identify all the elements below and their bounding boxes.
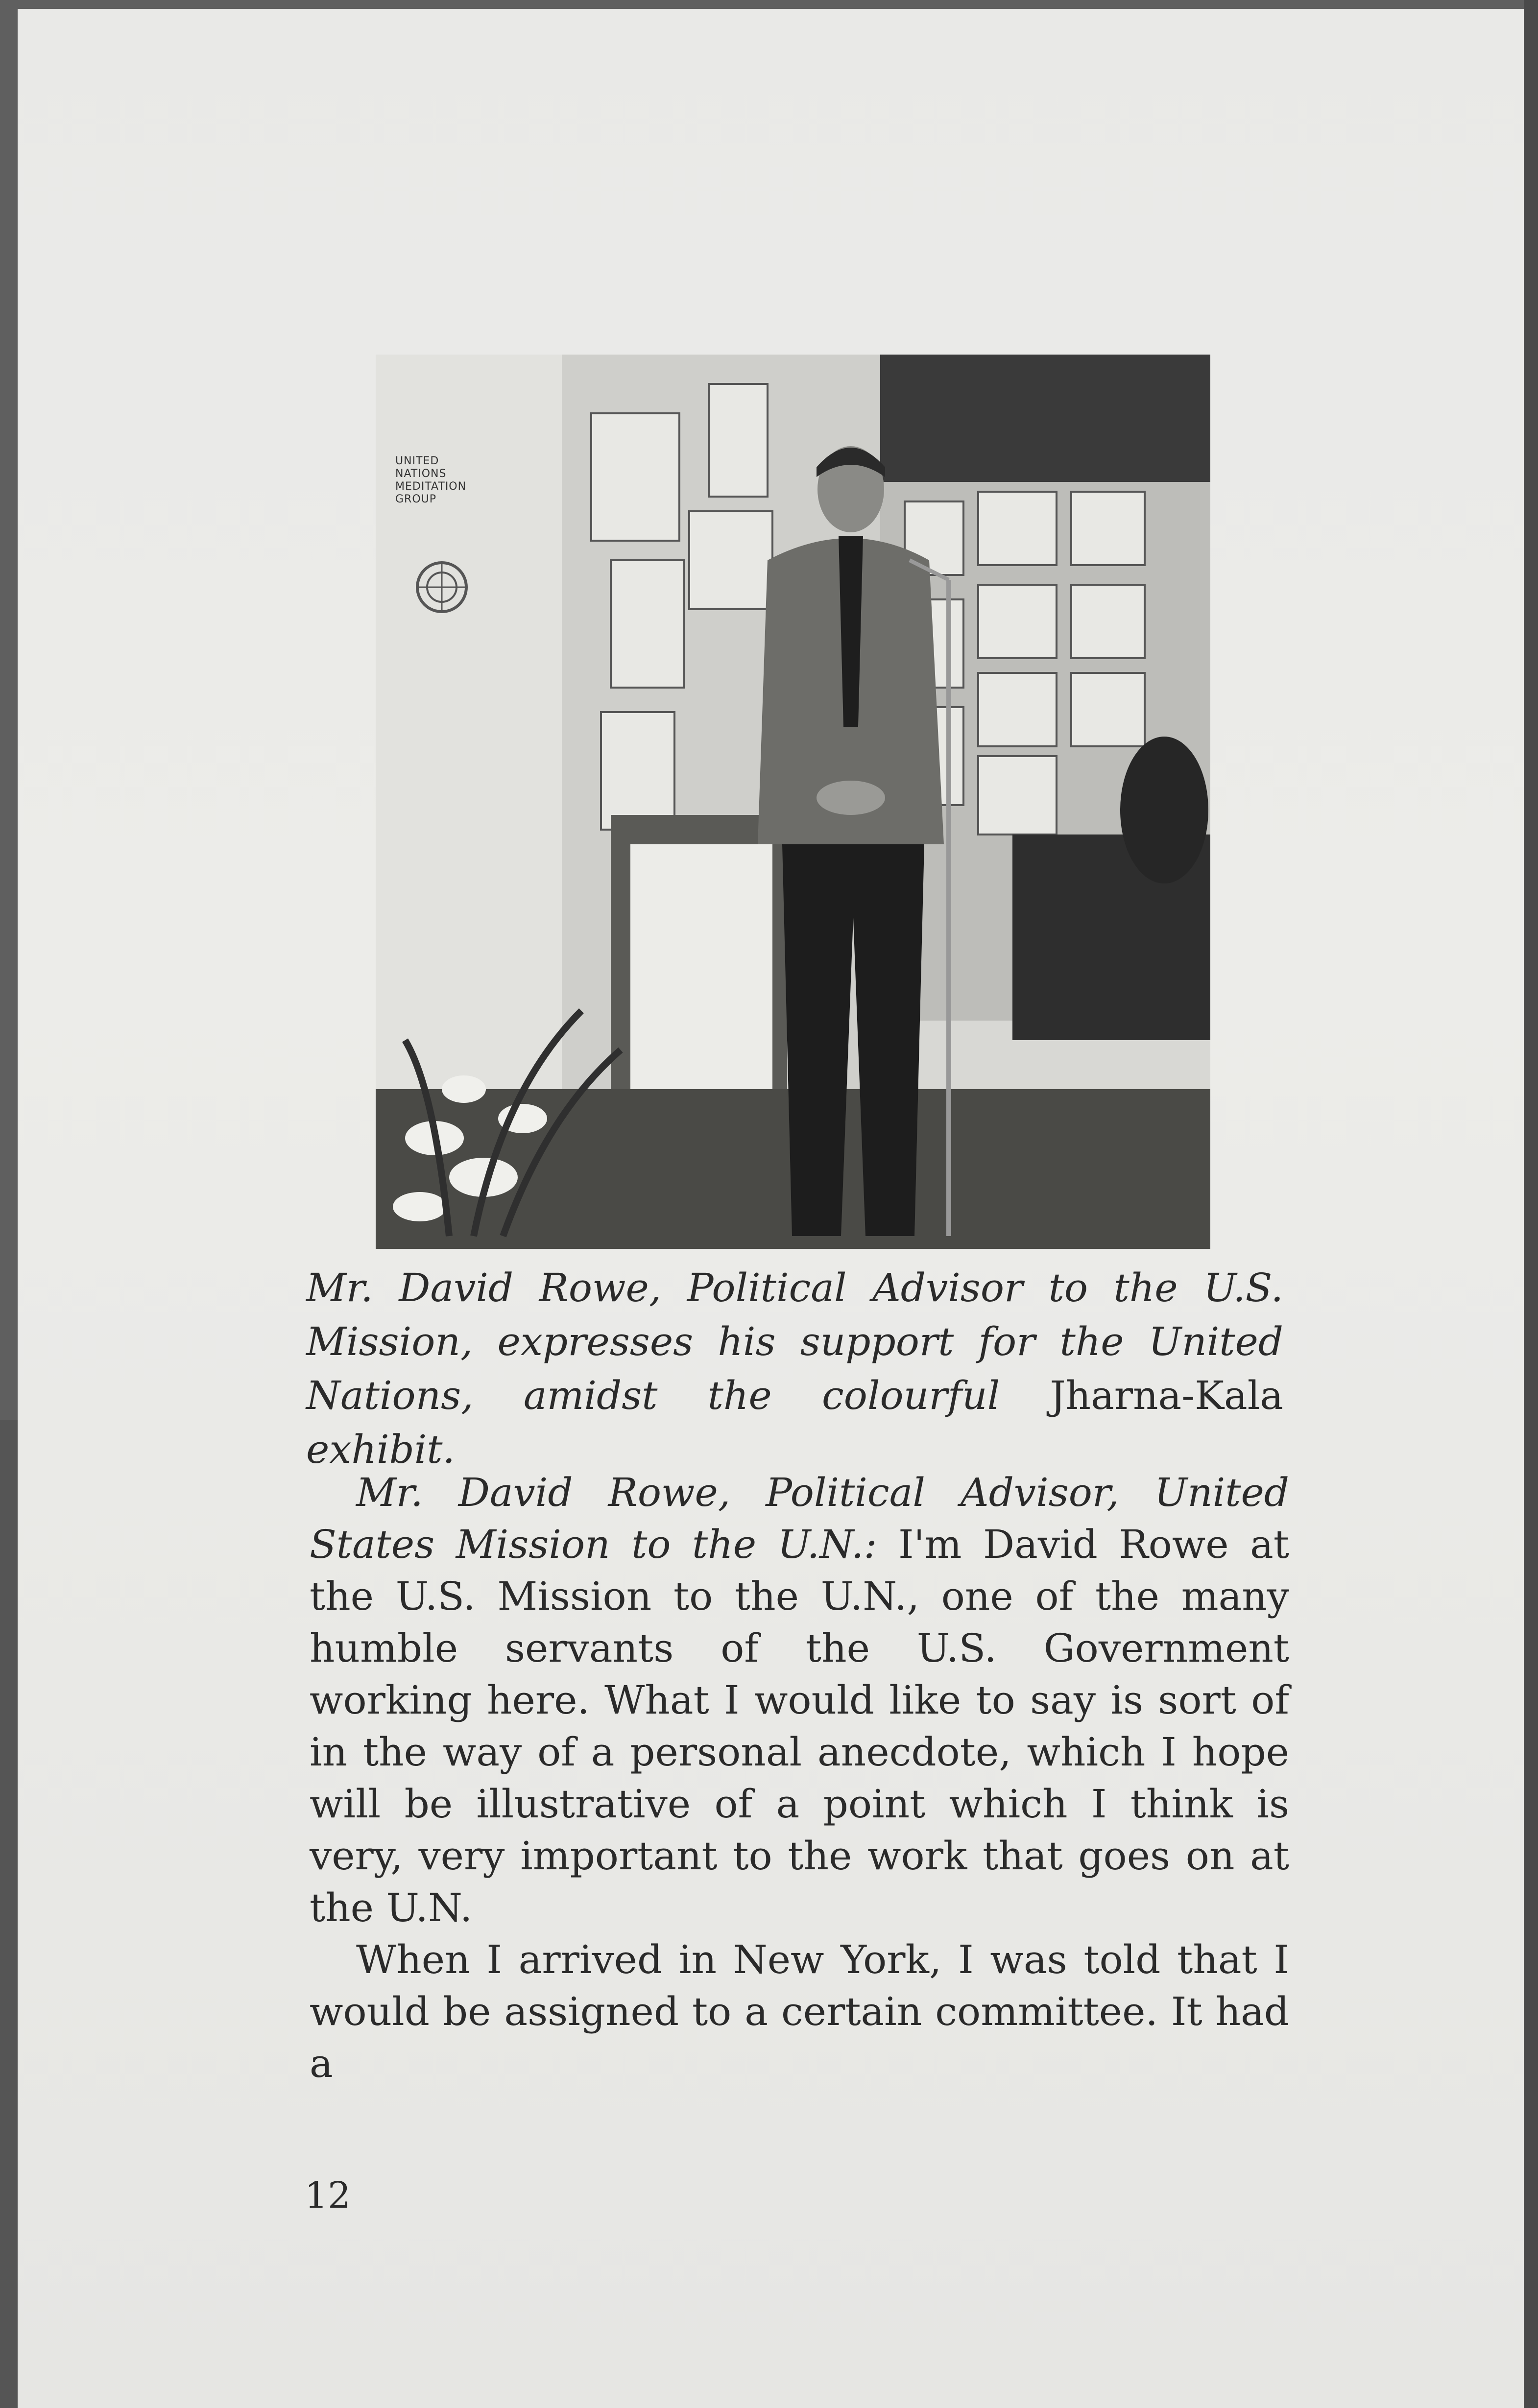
photograph — [376, 355, 1210, 1249]
scan-left-edge — [0, 1420, 18, 2408]
caption-text: Mr. David Rowe, Political Advisor to the U.S. Mission, expresses his support for the United Nations, amidst the colourful — [306, 1265, 1283, 1418]
scan-right-edge — [1524, 0, 1538, 2408]
sign-line: NATIONS — [395, 468, 447, 480]
paragraph: When I arrived in New York, I was told that I would be assigned to a certain committee. It had a — [310, 1937, 1289, 2086]
sign-line: MEDITATION — [395, 480, 467, 493]
caption-text-end: exhibit. — [306, 1427, 455, 1472]
speaker-label: Mr. David Rowe, Political Advisor, United States Mission to the U.N.: — [310, 1470, 1289, 1567]
body-text — [310, 1467, 1289, 2090]
photo-caption — [306, 1261, 1283, 1477]
page-number: 12 — [305, 2174, 351, 2217]
sign-text — [395, 455, 466, 506]
sign-line: UNITED — [395, 455, 439, 467]
sign-line: GROUP — [395, 493, 437, 505]
exhibit-name: Jharna-Kala — [1050, 1373, 1283, 1418]
un-emblem-icon — [417, 563, 466, 612]
photo-illustration — [376, 355, 1210, 1249]
paragraph — [310, 1467, 1289, 1934]
paragraph-text: I'm David Rowe at the U.S. Mission to the U.N., one of the many humble servants of the U.S. Government working here. What I would like to say is sort of in the way of a personal anecdote, which I hope will be illustrative of a point which I think is very, very important to the work that goes on at the U.N. — [310, 1522, 1289, 1931]
